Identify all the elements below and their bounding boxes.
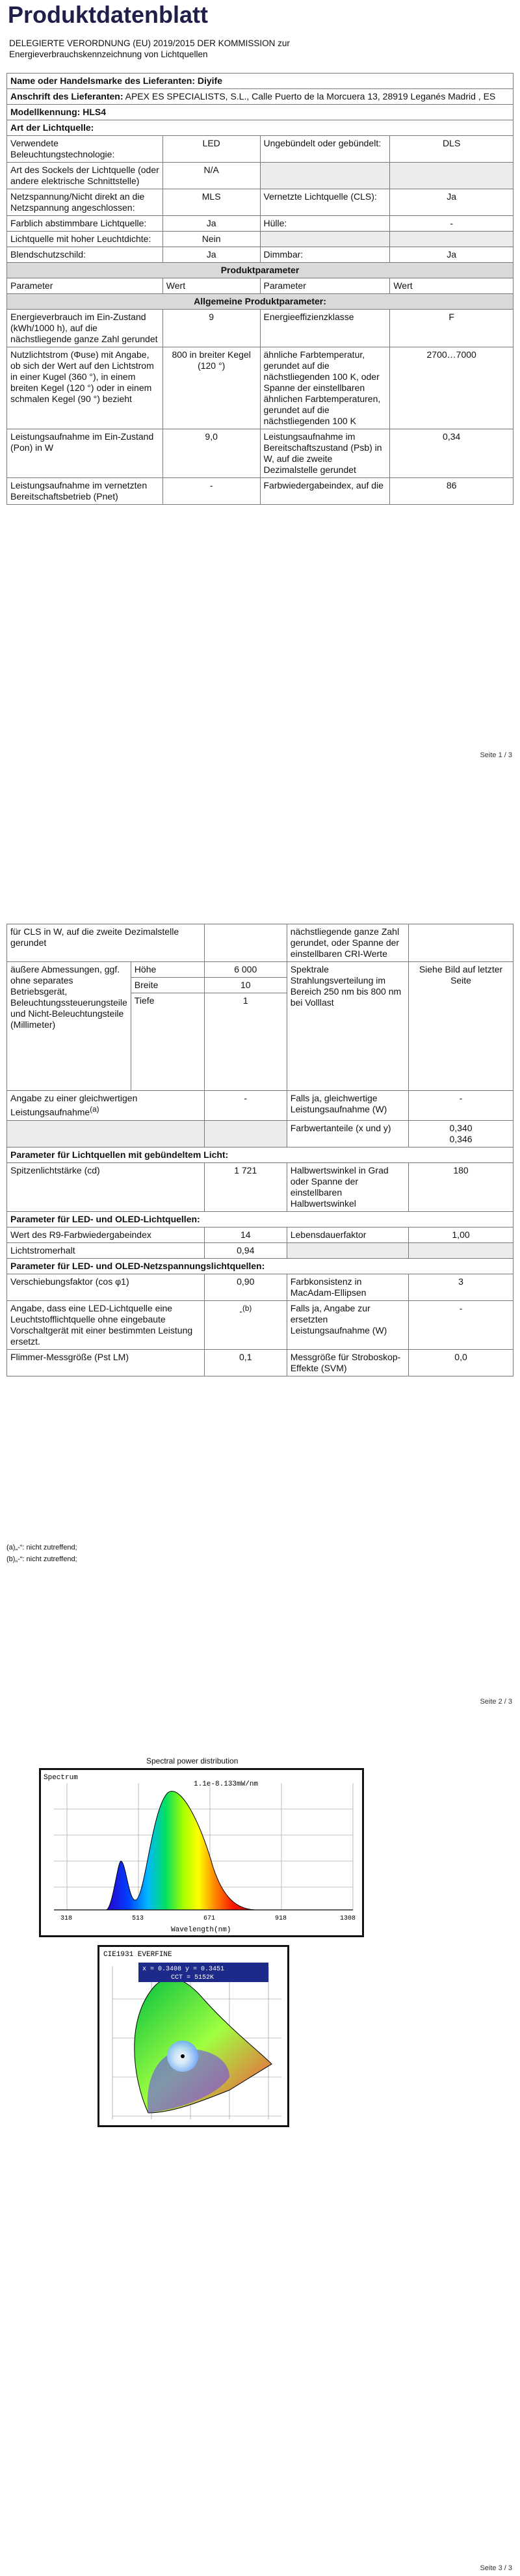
footnote-b: (b)„-“: nicht zutreffend; bbox=[6, 1555, 77, 1563]
param-label: Nutzlichtstrom (Φuse) mit Angabe, ob sich der Wert auf den Lichtstrom in einer Kugel (360 °), in einem breiten Kegel (120 °) oder in einem schmalen Kegel (90 °) bezieht bbox=[7, 347, 163, 429]
page-number: Seite 3 / 3 bbox=[480, 2564, 512, 2572]
param-label: Leistungsaufnahme im vernetzten Bereitschaftsbetrieb (Pnet) bbox=[7, 478, 163, 505]
param-value: -$^{(b)}$ bbox=[204, 1300, 287, 1349]
cie-xy: x = 0.3408 y = 0.3451 bbox=[142, 1966, 225, 1973]
address-value: APEX ES SPECIALISTS, S.L., Calle Puerto de la Morcuera 13, 28919 Leganés Madrid , ES bbox=[125, 91, 496, 101]
param-label: Angabe zu einer gleichwertigen Leistungsaufnahme$^{(a)}$ bbox=[7, 1091, 205, 1121]
light-type-label: Art der Lichtquelle: bbox=[7, 120, 514, 136]
supplier-address bbox=[7, 89, 514, 105]
param-label: Leistungsaufnahme im Ein-Zustand (Pon) in W bbox=[7, 429, 163, 478]
tick-label: 513 bbox=[132, 1915, 144, 1922]
param-value: - bbox=[409, 1300, 514, 1349]
param-value: Siehe Bild auf letzter Seite bbox=[409, 962, 514, 1091]
param-label: Farbwiedergabeindex, auf die bbox=[260, 478, 390, 505]
spectrum-annotation: 1.1e-8.133mW/nm bbox=[194, 1780, 259, 1788]
cie-point bbox=[181, 2054, 185, 2058]
param-label: Spektrale Strahlungsverteilung im Bereich 250 nm bis 800 nm bei Volllast bbox=[287, 962, 408, 1091]
param-label: Vernetzte Lichtquelle (CLS): bbox=[260, 189, 390, 216]
product-info-table bbox=[6, 73, 514, 505]
param-label: ähnliche Farbtemperatur, gerundet auf die nächstliegenden 100 K, oder Spanne der einstellbaren ähnlichen Farbtemperaturen, gerundet auf die nächstliegenden 100 K bbox=[260, 347, 390, 429]
cie-cct: CCT = 5152K bbox=[171, 1974, 214, 1981]
param-value: Ja bbox=[390, 189, 514, 216]
param-value: 14 bbox=[204, 1227, 287, 1242]
param-label: Lichtstromerhalt bbox=[7, 1242, 205, 1258]
param-label: Angabe, dass eine LED-Lichtquelle eine Leuchtstofflichtquelle ohne eingebaute Vorschaltgerät mit einer bestimmten Leistung ersetzt. bbox=[7, 1300, 205, 1349]
param-value: LED bbox=[162, 136, 260, 163]
footnote-a: (a)„-“: nicht zutreffend; bbox=[6, 1544, 77, 1551]
column-header: Wert bbox=[390, 278, 514, 294]
param-label: Spitzenlichtstärke (cd) bbox=[7, 1162, 205, 1211]
tick-label: 671 bbox=[203, 1915, 216, 1922]
param-value: 0,0 bbox=[409, 1349, 514, 1376]
model-id: Modellkennung: HLS4 bbox=[7, 105, 514, 120]
param-value: - bbox=[409, 1091, 514, 1121]
section-heading-allgemeine: Allgemeine Produktparameter: bbox=[7, 294, 514, 310]
cie-svg bbox=[99, 1947, 287, 2125]
param-value: DLS bbox=[390, 136, 514, 163]
spectrum-xlabel: Wavelength(nm) bbox=[171, 1926, 231, 1934]
tick-label: 318 bbox=[60, 1915, 73, 1922]
column-header: Parameter bbox=[7, 278, 163, 294]
param-label: Lebensdauerfaktor bbox=[287, 1227, 408, 1242]
dim-value: 10 bbox=[204, 978, 287, 993]
spectrum-title: Spectral power distribution bbox=[146, 1756, 239, 1765]
param-value: 0,340 0,346 bbox=[409, 1120, 514, 1147]
param-value: 2700…7000 bbox=[390, 347, 514, 429]
param-value: 0,94 bbox=[204, 1242, 287, 1258]
param-label: Farblich abstimmbare Lichtquelle: bbox=[7, 216, 163, 232]
footnotes bbox=[6, 1542, 77, 1565]
spectrum-ticks bbox=[60, 1915, 356, 1922]
product-params-table-continued bbox=[6, 924, 514, 1376]
param-value: 1,00 bbox=[409, 1227, 514, 1242]
document-title: Produktdatenblatt bbox=[8, 1, 209, 28]
address-label: Anschrift des Lieferanten: bbox=[10, 91, 124, 101]
param-value: - bbox=[204, 1091, 287, 1121]
param-label: Wert des R9-Farbwiedergabeindex bbox=[7, 1227, 205, 1242]
param-value: 0,1 bbox=[204, 1349, 287, 1376]
param-value: Ja bbox=[390, 247, 514, 263]
dim-label: Breite bbox=[131, 978, 204, 993]
dimensions-label: äußere Abmessungen, ggf. ohne separates Betriebsgerät, Beleuchtungssteuerungsteile und Nicht-Beleuchtungsteile (Millimeter) bbox=[7, 962, 131, 1091]
param-label: Falls ja, gleichwertige Leistungsaufnahme (W) bbox=[287, 1091, 408, 1121]
param-value: F bbox=[390, 310, 514, 347]
param-value: 0,90 bbox=[204, 1274, 287, 1300]
param-label: Verschiebungsfaktor (cos φ1) bbox=[7, 1274, 205, 1300]
spectrum-ylabel: Spectrum bbox=[44, 1774, 78, 1782]
page-1 bbox=[0, 0, 520, 859]
cie-title: CIE1931 EVERFINE bbox=[103, 1951, 172, 1959]
param-label: Leistungsaufnahme im Bereitschaftszustand (Psb) in W, auf die zweite Dezimalstelle gerundet bbox=[260, 429, 390, 478]
supplier-name: Name oder Handelsmarke des Lieferanten: Diyife bbox=[7, 74, 514, 89]
param-value: Ja bbox=[162, 216, 260, 232]
param-value: Nein bbox=[162, 232, 260, 247]
param-value: - bbox=[390, 216, 514, 232]
cie-diagram bbox=[98, 1945, 289, 2127]
column-header: Parameter bbox=[260, 278, 390, 294]
param-label: Verwendete Beleuchtungstechnologie: bbox=[7, 136, 163, 163]
param-value: 0,34 bbox=[390, 429, 514, 478]
param-label: Farbwertanteile (x und y) bbox=[287, 1120, 408, 1147]
tick-label: 918 bbox=[275, 1915, 287, 1922]
dim-value: 6 000 bbox=[204, 962, 287, 978]
param-label: Netzspannung/Nicht direkt an die Netzspannung angeschlossen: bbox=[7, 189, 163, 216]
param-label: Messgröße für Stroboskop-Effekte (SVM) bbox=[287, 1349, 408, 1376]
param-label: Art des Sockels der Lichtquelle (oder andere elektrische Schnittstelle) bbox=[7, 163, 163, 189]
param-label: für CLS in W, auf die zweite Dezimalstelle gerundet bbox=[7, 924, 205, 962]
section-heading-netz: Parameter für LED- und OLED-Netzspannungslichtquellen: bbox=[7, 1258, 514, 1274]
spectrum-svg bbox=[41, 1770, 362, 1935]
page-number: Seite 1 / 3 bbox=[480, 751, 512, 759]
page-2 bbox=[0, 859, 520, 1717]
param-label: Halbwertswinkel in Grad oder Spanne der einstellbaren Halbwertswinkel bbox=[287, 1162, 408, 1211]
param-label: Dimmbar: bbox=[260, 247, 390, 263]
param-value: 1 721 bbox=[204, 1162, 287, 1211]
column-header: Wert bbox=[162, 278, 260, 294]
spectral-distribution-chart bbox=[39, 1768, 364, 1937]
param-label: nächstliegende ganze Zahl gerundet, oder Spanne der einstellbaren CRI-Werte bbox=[287, 924, 408, 962]
section-heading-produktparameter: Produktparameter bbox=[7, 263, 514, 278]
section-heading-gebuendelt: Parameter für Lichtquellen mit gebündeltem Licht: bbox=[7, 1147, 514, 1162]
param-label: Energieverbrauch im Ein-Zustand (kWh/1000 h), auf die nächstliegende ganze Zahl gerundet bbox=[7, 310, 163, 347]
param-value: Ja bbox=[162, 247, 260, 263]
param-label: Lichtquelle mit hoher Leuchtdichte: bbox=[7, 232, 163, 247]
param-value: N/A bbox=[162, 163, 260, 189]
param-value: 180 bbox=[409, 1162, 514, 1211]
tick-label: 1308 bbox=[340, 1915, 356, 1922]
param-value: - bbox=[162, 478, 260, 505]
param-value: 9,0 bbox=[162, 429, 260, 478]
dim-value: 1 bbox=[204, 993, 287, 1091]
param-value: 9 bbox=[162, 310, 260, 347]
param-value: 86 bbox=[390, 478, 514, 505]
param-label: Flimmer-Messgröße (Pst LM) bbox=[7, 1349, 205, 1376]
dim-label: Höhe bbox=[131, 962, 204, 978]
param-value: 800 in breiter Kegel (120 °) bbox=[162, 347, 260, 429]
param-label: Blendschutzschild: bbox=[7, 247, 163, 263]
param-label: Ungebündelt oder gebündelt: bbox=[260, 136, 390, 163]
dim-label: Tiefe bbox=[131, 993, 204, 1091]
param-value: MLS bbox=[162, 189, 260, 216]
param-label: Energieeffizienzklasse bbox=[260, 310, 390, 347]
param-label: Hülle: bbox=[260, 216, 390, 232]
document-subtitle: DELEGIERTE VERORDNUNG (EU) 2019/2015 DER KOMMISSION zur Energieverbrauchskennzeichnung von Lichtquellen bbox=[9, 38, 290, 59]
section-heading-led-oled: Parameter für LED- und OLED-Lichtquellen: bbox=[7, 1211, 514, 1227]
param-label: Falls ja, Angabe zur ersetzten Leistungsaufnahme (W) bbox=[287, 1300, 408, 1349]
page-number: Seite 2 / 3 bbox=[480, 1698, 512, 1706]
param-value: 3 bbox=[409, 1274, 514, 1300]
param-label: Farbkonsistenz in MacAdam-Ellipsen bbox=[287, 1274, 408, 1300]
